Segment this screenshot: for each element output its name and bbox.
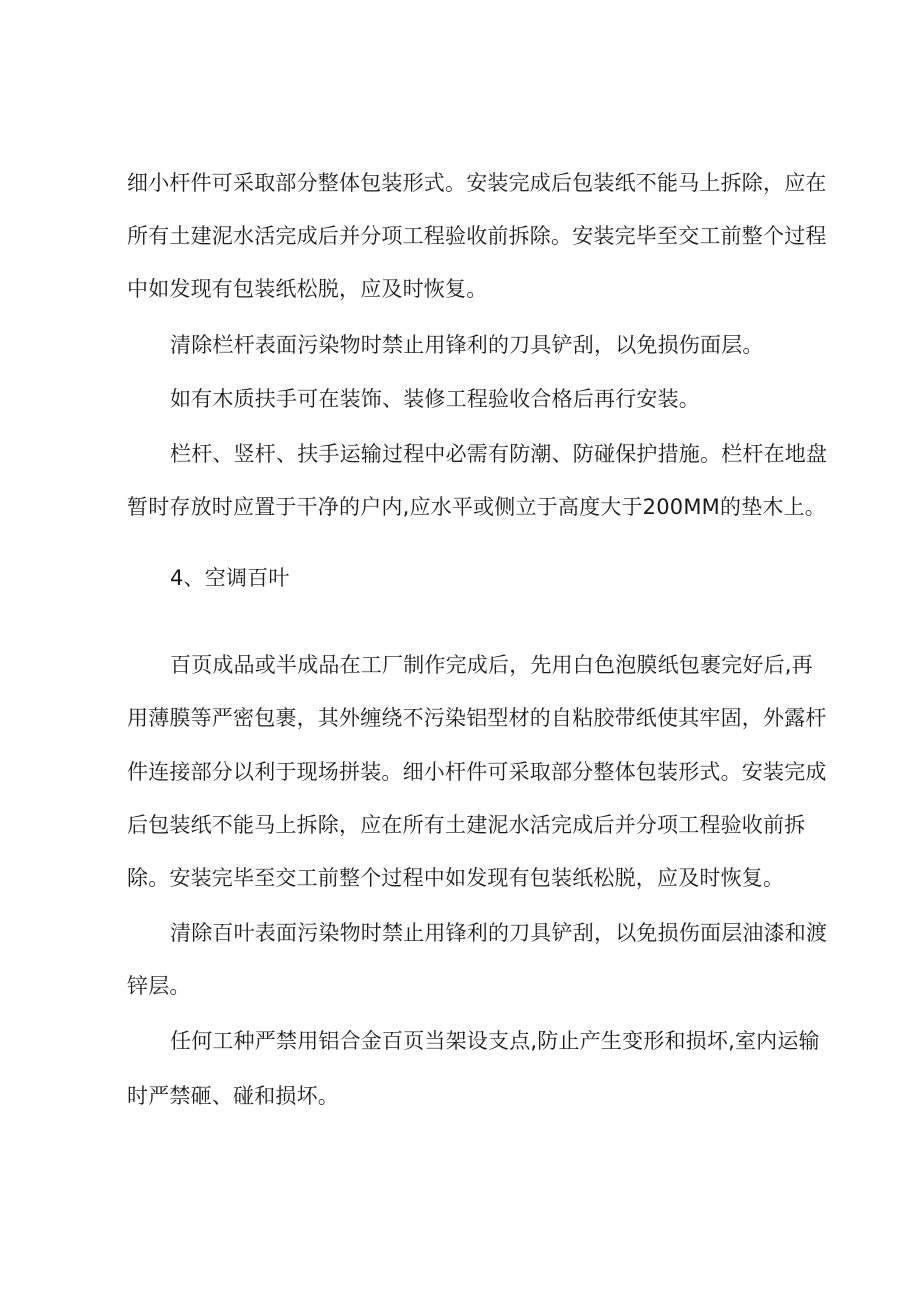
paragraph-line: 件连接部分以利于现场拼装。细小杆件可采取部分整体包装形式。安装完成	[127, 760, 827, 784]
paragraph-line: 如有木质扶手可在装饰、装修工程验收合格后再行安装。	[170, 387, 700, 411]
paragraph-line: 百页成品或半成品在工厂制作完成后，先用白色泡膜纸包裹完好后,再	[170, 653, 813, 677]
paragraph-line: 中如发现有包装纸松脱，应及时恢复。	[127, 277, 488, 301]
paragraph-line: 清除栏杆表面污染物时禁止用锋利的刀具铲刮，以免损伤面层。	[170, 333, 764, 357]
paragraph-line: 栏杆、竖杆、扶手运输过程中必需有防潮、防碰保护措施。栏杆在地盘	[170, 442, 828, 466]
paragraph-line: 锌层。	[127, 974, 191, 998]
paragraph-line: 所有土建泥水活完成后并分项工程验收前拆除。安装完毕至交工前整个过程	[127, 224, 827, 248]
paragraph-line: 任何工种严禁用铝合金百页当架设支点,防止产生变形和损坏,室内运输	[170, 1029, 820, 1053]
paragraph-line: 除。安装完毕至交工前整个过程中如发现有包装纸松脱，应及时恢复。	[127, 866, 785, 890]
section-heading: 4、空调百叶	[170, 566, 290, 590]
paragraph-line: 清除百叶表面污染物时禁止用锋利的刀具铲刮，以免损伤面层油漆和渡	[170, 921, 828, 945]
paragraph-line: 时严禁砸、碰和损坏。	[127, 1084, 339, 1108]
paragraph-line: 细小杆件可采取部分整体包装形式。安装完成后包装纸不能马上拆除，应在	[127, 171, 827, 195]
paragraph-line: 暂时存放时应置于干净的户内,应水平或侧立于高度大于200MM的垫木上。	[127, 495, 826, 519]
paragraph-line: 用薄膜等严密包裹，其外缠绕不污染铝型材的自粘胶带纸使其牢固，外露杆	[127, 706, 827, 730]
paragraph-line: 后包装纸不能马上拆除，应在所有土建泥水活完成后并分项工程验收前拆	[127, 813, 806, 837]
